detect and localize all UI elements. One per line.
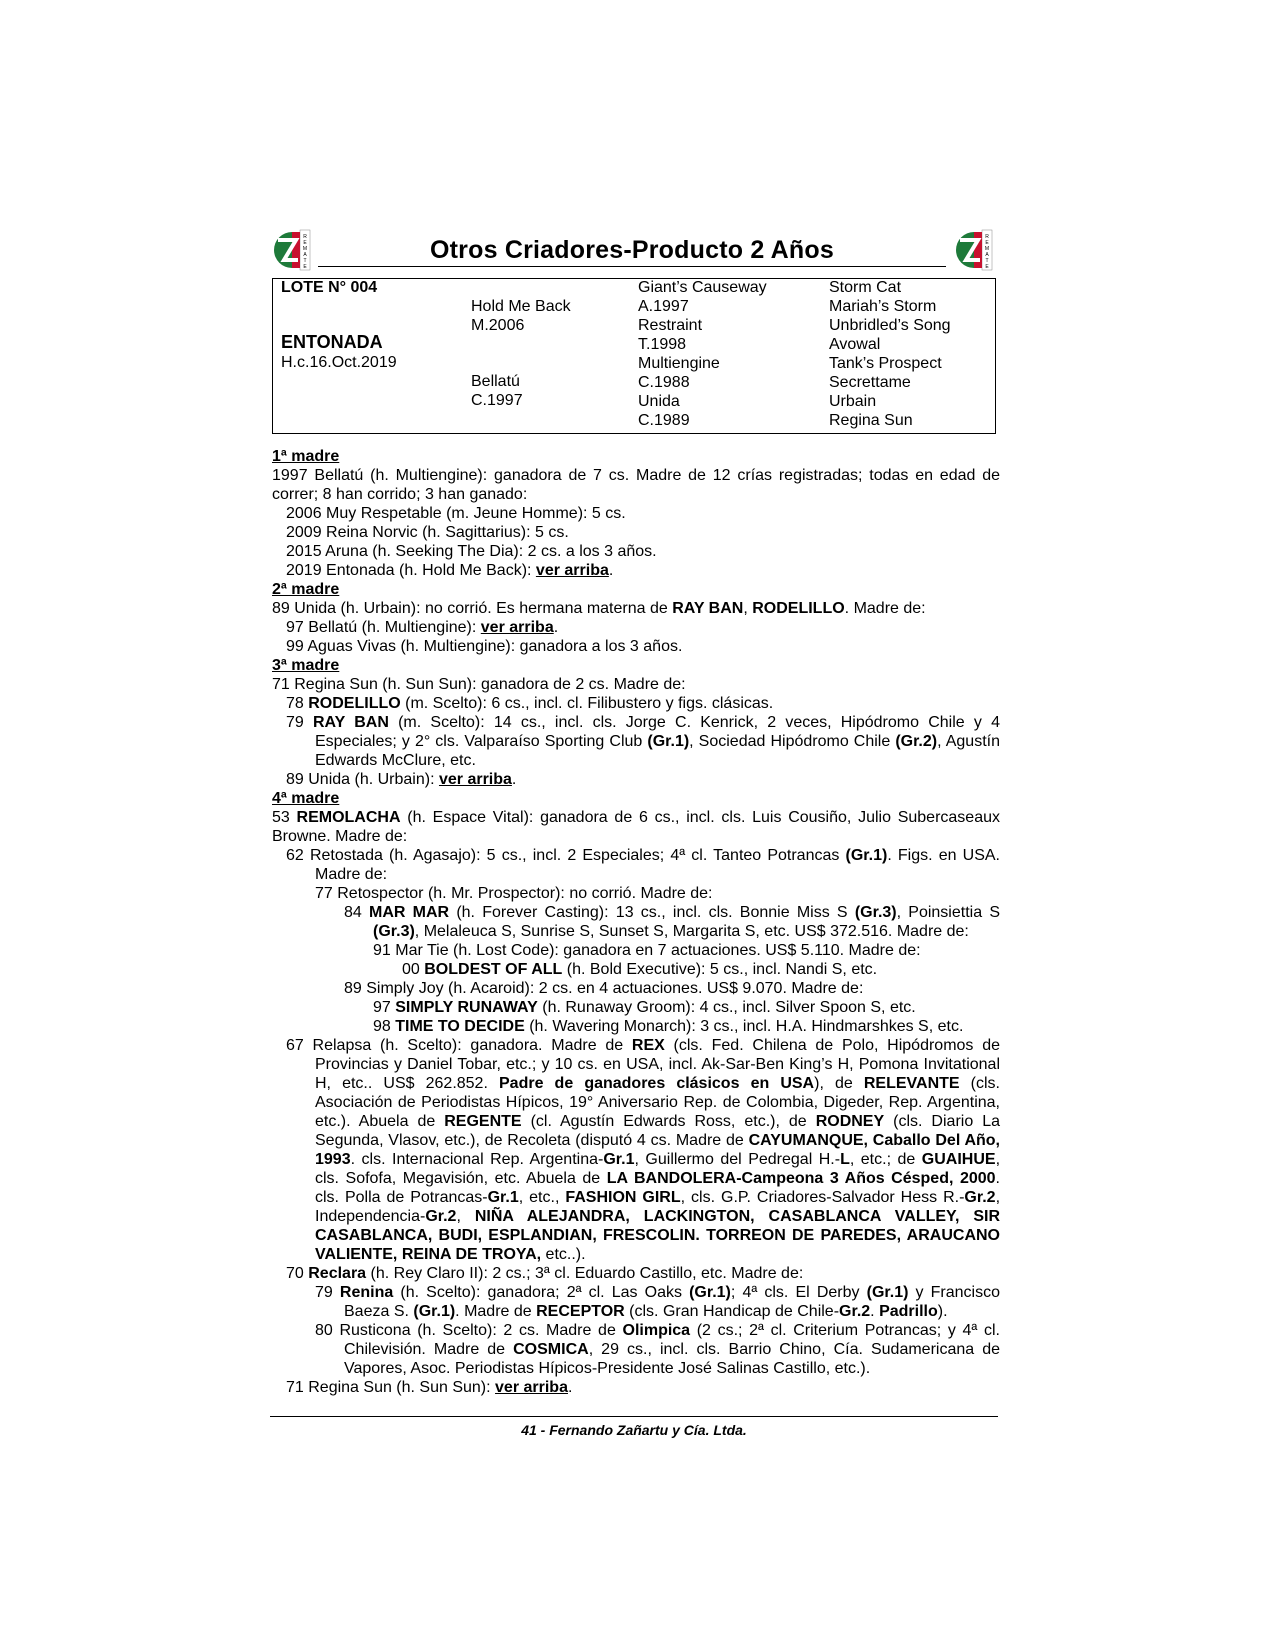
- grandparent-2: Restraint: [638, 317, 703, 334]
- dam-name: Bellatú: [471, 373, 520, 390]
- svg-text:E: E: [985, 240, 989, 246]
- page-title: Otros Criadores-Producto 2 Años: [318, 234, 946, 267]
- svg-text:R: R: [303, 234, 307, 240]
- sire-info: M.2006: [471, 317, 525, 334]
- great-grandparent: Mariah’s Storm: [829, 298, 937, 315]
- great-grandparent: Secrettame: [829, 374, 911, 391]
- list-item: 99 Aguas Vivas (h. Multiengine): ganadora a los 3 años.: [286, 638, 683, 655]
- family-notes: [272, 447, 1000, 1397]
- list-item: 70 Reclara (h. Rey Claro II): 2 cs.; 3ª cl. Eduardo Castillo, etc. Madre de:: [286, 1265, 804, 1282]
- paragraph: 1997 Bellatú (h. Multiengine): ganadora de 7 cs. Madre de 12 crías registradas; todas en edad de: [272, 467, 1000, 484]
- list-item: 84 MAR MAR (h. Forever Casting): 13 cs., incl. cls. Bonnie Miss S (Gr.3), Poinsiettia S (Gr.3), Melaleuca S, Sunrise S, Sunset S, Margarita S, etc. US$ 372.516. Madre de:: [344, 904, 1000, 940]
- list-item: 98 TIME TO DECIDE (h. Wavering Monarch): 3 cs., incl. H.A. Hindmarshkes S, etc.: [373, 1018, 964, 1035]
- great-grandparent: Storm Cat: [829, 279, 902, 296]
- grandparent-1: Giant’s Causeway: [638, 279, 767, 296]
- grandparent-4-info: C.1989: [638, 412, 690, 429]
- great-grandparent: Regina Sun: [829, 412, 913, 429]
- list-item: 89 Simply Joy (h. Acaroid): 2 cs. en 4 actuaciones. US$ 9.070. Madre de:: [344, 980, 864, 997]
- list-item: 91 Mar Tie (h. Lost Code): ganadora en 7 actuaciones. US$ 5.110. Madre de:: [373, 942, 921, 959]
- list-item: 2009 Reina Norvic (h. Sagittarius): 5 cs.: [286, 524, 569, 541]
- list-item: 97 SIMPLY RUNAWAY (h. Runaway Groom): 4 cs., incl. Silver Spoon S, etc.: [373, 999, 916, 1016]
- grandparent-3: Multiengine: [638, 355, 720, 372]
- remates-logo-right: [952, 228, 996, 272]
- grandparent-2-info: T.1998: [638, 336, 687, 353]
- paragraph: correr; 8 han corrido; 3 han ganado:: [272, 486, 528, 503]
- ver-arriba-link[interactable]: ver arriba: [438, 771, 512, 788]
- grandparent-3-info: C.1988: [638, 374, 690, 391]
- ver-arriba-link[interactable]: ver arriba: [495, 1379, 568, 1396]
- list-item: 97 Bellatú (h. Multiengine): ver arriba.: [286, 619, 559, 636]
- svg-text:A: A: [985, 252, 989, 258]
- section-heading-1: 1ª madre: [272, 448, 340, 465]
- pedigree-table: [272, 278, 996, 434]
- great-grandparent: Avowal: [829, 336, 881, 353]
- list-item: 78 RODELILLO (m. Scelto): 6 cs., incl. cl. Filibustero y figs. clásicas.: [286, 695, 774, 712]
- list-item: 2006 Muy Respetable (m. Jeune Homme): 5 cs.: [286, 505, 626, 522]
- list-item: 79 RAY BAN (m. Scelto): 14 cs., incl. cls. Jorge C. Kenrick, 2 veces, Hipódromo Chile y 4 Especiales; y 2° cls. Valparaíso Sporting Club (Gr.1), Sociedad Hipódromo Chile (Gr.2), Agustín Edwards McClure, etc.: [286, 714, 1000, 769]
- list-item: 79 Renina (h. Scelto): ganadora; 2ª cl. Las Oaks (Gr.1); 4ª cls. El Derby (Gr.1) y Francisco Baeza S. (Gr.1). Madre de RECEPTOR (cls. Gran Handicap de Chile-Gr.2. Padrillo).: [315, 1284, 1000, 1320]
- grandparent-1-info: A.1997: [638, 298, 689, 315]
- great-grandparent: Unbridled’s Song: [829, 317, 951, 334]
- horse-info: H.c.16.Oct.2019: [281, 354, 397, 371]
- paragraph: 71 Regina Sun (h. Sun Sun): ganadora de 2 cs. Madre de:: [272, 676, 686, 693]
- grandparent-4: Unida: [638, 393, 680, 410]
- list-item: 67 Relapsa (h. Scelto): ganadora. Madre de REX (cls. Fed. Chilena de Polo, Hipódromos de Provincias y Daniel Tobar, etc.; y 10 cs. en USA, incl. Ak-Sar-Ben King’s H, Pomona Invitational H, etc.. US$ 262.852. Padre de ganadores clásicos en USA), de RELEVANTE (cls. Asociación de Periodistas Hípicos, 19° Aniversario Rep. de Colombia, Digeder, Rep. Argentina, etc.). Abuela de REGENTE (cl. Agustín Edwards Ross, etc.), de RODNEY (cls. Diario La Segunda, Vlasov, etc.), de Recoleta (disputó 4 cs. Madre de CAYUMANQUE, Caballo Del Año, 1993. cls. Internacional Rep. Argentina-Gr.1, Guillermo del Pedregal H.-L, etc.; de GUAIHUE, cls. Sofofa, Megavisión, etc. Abuela de LA BANDOLERA-Campeona 3 Años Césped, 2000. cls. Polla de Potrancas-Gr.1, etc., FASHION GIRL, cls. G.P. Criadores-Salvador Hess R.-Gr.2, Independencia-Gr.2, NIÑA ALEJANDRA, LACKINGTON, CASABLANCA VALLEY, SIR CASABLANCA, BUDI, ESPLANDIAN, FRESCOLIN. TORREON DE PAREDES, ARAUCANO VALIENTE, REINA DE TROYA, etc..).: [286, 1037, 1001, 1263]
- svg-text:E: E: [303, 264, 307, 270]
- svg-text:M: M: [984, 246, 990, 252]
- great-grandparent: Tank’s Prospect: [829, 355, 942, 372]
- svg-text:E: E: [303, 240, 307, 246]
- lot-number: LOTE N° 004: [281, 279, 378, 296]
- list-item: 00 BOLDEST OF ALL (h. Bold Executive): 5 cs., incl. Nandi S, etc.: [402, 961, 878, 978]
- svg-text:T: T: [303, 258, 307, 264]
- section-heading-2: 2ª madre: [272, 581, 340, 598]
- svg-text:T: T: [985, 258, 989, 264]
- svg-text:R: R: [985, 234, 989, 240]
- section-heading-3: 3ª madre: [272, 657, 340, 674]
- footer-divider: [270, 1416, 998, 1417]
- svg-text:E: E: [985, 264, 989, 270]
- list-item: 80 Rusticona (h. Scelto): 2 cs. Madre de Olimpica (2 cs.; 2ª cl. Criterium Potrancas; y 4ª cl. Chilevisión. Madre de COSMICA, 29 cs., incl. cls. Barrio Chino, Cía. Sudamericana de Vapores, Asoc. Periodistas Hípicos-Presidente José Salinas Castillo, etc.).: [315, 1322, 1000, 1377]
- svg-text:M: M: [302, 246, 308, 252]
- remates-logo-left: [270, 228, 314, 272]
- great-grandparent: Urbain: [829, 393, 877, 410]
- paragraph: 89 Unida (h. Urbain): no corrió. Es hermana materna de RAY BAN, RODELILLO. Madre de:: [272, 600, 926, 617]
- ver-arriba-link[interactable]: ver arriba: [535, 562, 609, 579]
- ver-arriba-link[interactable]: ver arriba: [480, 619, 554, 636]
- list-item: 62 Retostada (h. Agasajo): 5 cs., incl. 2 Especiales; 4ª cl. Tanteo Potrancas (Gr.1). Figs. en USA. Madre de:: [286, 847, 1000, 883]
- list-item: 89 Unida (h. Urbain): ver arriba.: [286, 771, 517, 788]
- svg-text:A: A: [303, 252, 307, 258]
- dam-info: C.1997: [471, 392, 523, 409]
- list-item: 2019 Entonada (h. Hold Me Back): ver arriba.: [286, 562, 614, 579]
- list-item: 71 Regina Sun (h. Sun Sun): ver arriba.: [286, 1379, 573, 1396]
- sire-name: Hold Me Back: [471, 298, 571, 315]
- list-item: 77 Retospector (h. Mr. Prospector): no corrió. Madre de:: [315, 885, 713, 902]
- paragraph: 53 REMOLACHA (h. Espace Vital): ganadora de 6 cs., incl. cls. Luis Cousiño, Julio Subercaseaux Browne. Madre de:: [272, 809, 1000, 845]
- page-footer: 41 - Fernando Zañartu y Cía. Ltda.: [521, 1422, 747, 1438]
- horse-name: ENTONADA: [281, 332, 383, 352]
- section-heading-4: 4ª madre: [272, 790, 340, 807]
- list-item: 2015 Aruna (h. Seeking The Dia): 2 cs. a los 3 años.: [286, 543, 657, 560]
